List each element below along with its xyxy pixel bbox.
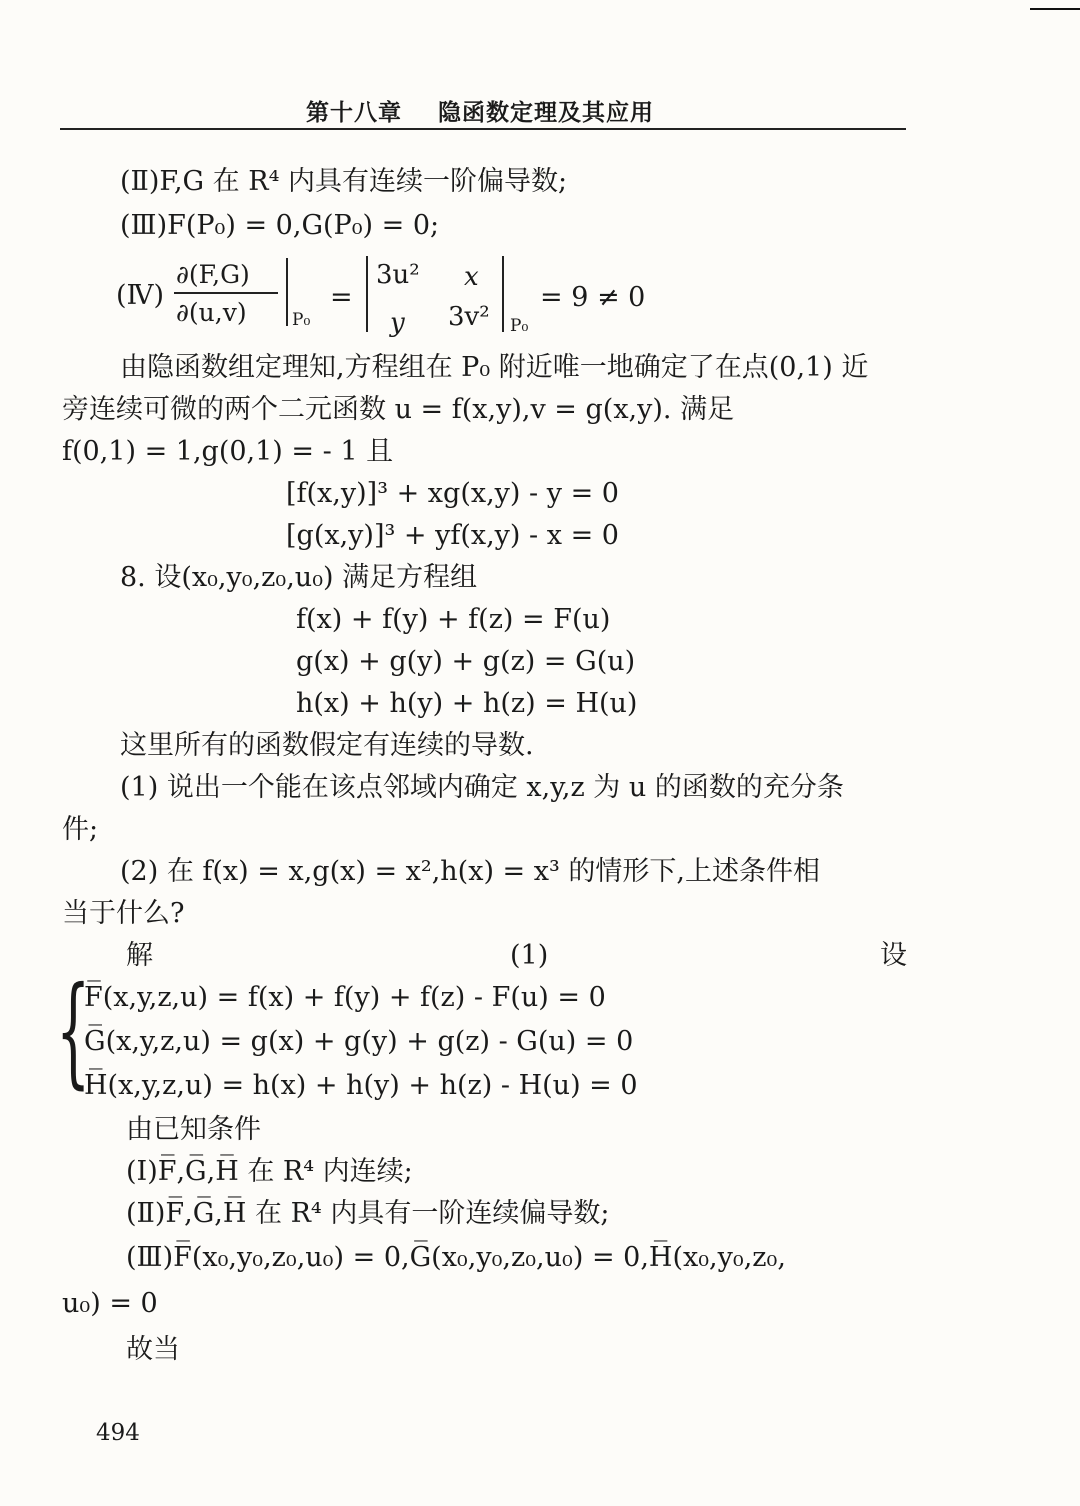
text-line: 这里所有的函数假定有连续的导数. <box>120 730 534 761</box>
text-line: 由已知条件 <box>126 1114 261 1145</box>
jacobian-denominator: ∂(u,v) <box>176 298 247 327</box>
jacobian-numerator: ∂(F,G) <box>176 260 250 289</box>
eval-subscript: P₀ <box>292 310 311 330</box>
system-equation: H̅(x,y,z,u) = h(x) + h(y) + h(z) - H(u) = 0 <box>84 1070 638 1101</box>
page-number: 494 <box>96 1420 140 1446</box>
text-line: (Ⅲ)F̅(x₀,y₀,z₀,u₀) = 0,G̅(x₀,y₀,z₀,u₀) = 0,H̅(x₀,y₀,z₀, <box>126 1242 786 1273</box>
det-a22: 3v² <box>448 302 490 332</box>
text-line: (2) 在 f(x) = x,g(x) = x²,h(x) = x³ 的情形下,上述条件相 <box>120 856 820 887</box>
eval-bar <box>286 258 288 326</box>
left-brace: { <box>56 962 91 1101</box>
jacobian-result: = 9 ≠ 0 <box>540 282 646 313</box>
fraction-bar <box>174 292 278 294</box>
equation-line: h(x) + h(y) + h(z) = H(u) <box>296 688 638 719</box>
equation-line: [f(x,y)]³ + xg(x,y) - y = 0 <box>286 478 619 509</box>
text-line: 当于什么? <box>62 898 185 929</box>
det-a11: 3u² <box>376 260 420 290</box>
line-condition-3: (Ⅲ)F(P₀) = 0,G(P₀) = 0; <box>120 210 440 241</box>
text-line: (1) 说出一个能在该点邻域内确定 x,y,z 为 u 的函数的充分条 <box>120 772 844 803</box>
text-line: 故当 <box>126 1334 180 1365</box>
det-a21: y <box>390 308 405 338</box>
text-line: 件; <box>62 814 99 845</box>
equation-line: f(x) + f(y) + f(z) = F(u) <box>296 604 611 635</box>
condition-4-prefix: (Ⅳ) <box>116 280 165 311</box>
scan-edge-mark <box>1030 8 1080 10</box>
solution-let: 设 <box>880 940 907 971</box>
chapter-number: 第十八章 <box>306 99 402 126</box>
text-line: 由隐函数组定理知,方程组在 P₀ 附近唯一地确定了在点(0,1) 近 <box>120 352 869 383</box>
text-line: f(0,1) = 1,g(0,1) = - 1 且 <box>62 436 394 467</box>
system-equation: G̅(x,y,z,u) = g(x) + g(y) + g(z) - G(u) = 0 <box>84 1026 634 1057</box>
det-subscript: P₀ <box>510 316 529 336</box>
text-line: (Ⅱ)F̅,G̅,H̅ 在 R⁴ 内具有一阶连续偏导数; <box>126 1198 610 1229</box>
line-condition-2: (Ⅱ)F,G 在 R⁴ 内具有连续一阶偏导数; <box>120 166 568 197</box>
header-rule <box>60 128 906 130</box>
text-line: (Ⅰ)F̅,G̅,H̅ 在 R⁴ 内连续; <box>126 1156 413 1187</box>
text-line: u₀) = 0 <box>62 1288 158 1319</box>
equals-sign: = <box>330 282 353 313</box>
equation-line: [g(x,y)]³ + yf(x,y) - x = 0 <box>286 520 619 551</box>
det-a12: x <box>464 262 479 292</box>
system-equation: F̅(x,y,z,u) = f(x) + f(y) + f(z) - F(u) = 0 <box>84 982 606 1013</box>
text-line: 旁连续可微的两个二元函数 u = f(x,y),v = g(x,y). 满足 <box>62 394 735 425</box>
chapter-title: 隐函数定理及其应用 <box>438 99 654 126</box>
problem-8-title: 8. 设(x₀,y₀,z₀,u₀) 满足方程组 <box>120 562 478 593</box>
equation-line: g(x) + g(y) + g(z) = G(u) <box>296 646 636 677</box>
solution-label: 解 <box>126 940 153 971</box>
solution-part-1: (1) <box>510 940 549 971</box>
